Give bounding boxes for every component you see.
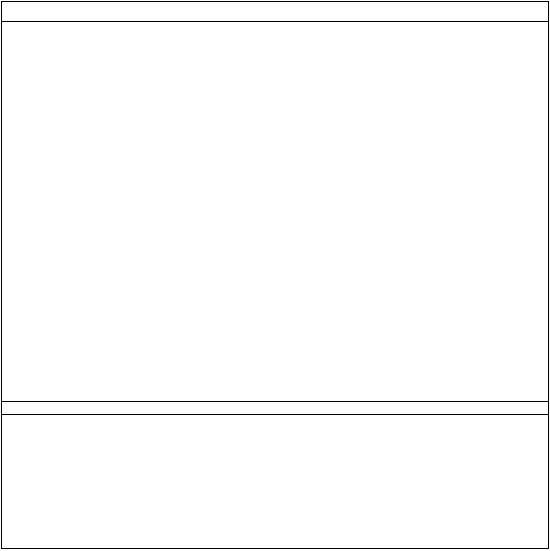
variation-table <box>2 402 548 415</box>
ugr-values-table <box>2 64 548 402</box>
page-title <box>2 2 548 22</box>
variation-title <box>2 402 548 415</box>
footer-note <box>2 487 548 499</box>
ugr-sheet <box>1 1 549 549</box>
